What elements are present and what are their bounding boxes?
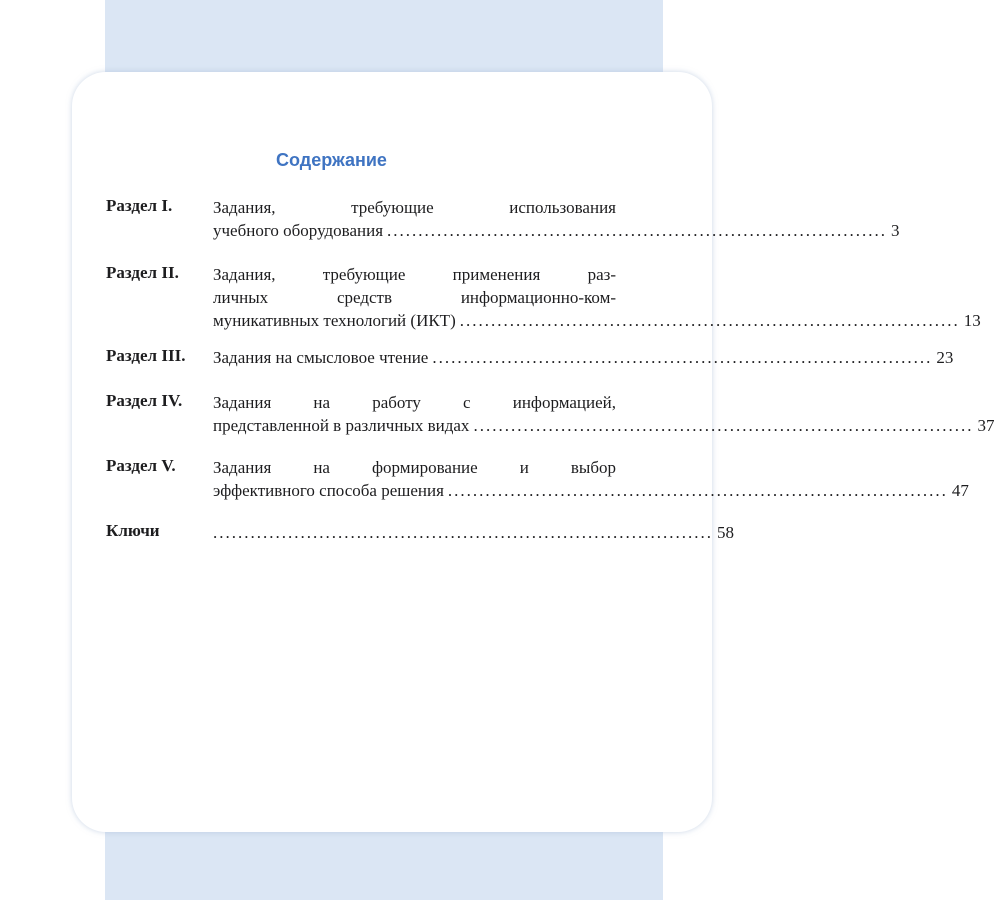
dot-leader: ................................................................................	[473, 416, 974, 435]
word: работу	[372, 393, 421, 412]
section-title-line-last	[213, 414, 994, 437]
section-title-line	[213, 263, 616, 286]
word: требующие	[351, 198, 434, 217]
section-title-line	[213, 391, 616, 414]
section-title	[213, 521, 734, 544]
page-title: Содержание	[276, 150, 387, 170]
section-label: Раздел II.	[106, 263, 179, 282]
page-card	[72, 72, 712, 832]
word: на	[313, 393, 331, 412]
section-title	[213, 346, 954, 369]
word: использования	[509, 198, 616, 217]
page-number: 3	[891, 221, 900, 240]
section-title	[213, 456, 969, 502]
word: выбор	[570, 458, 616, 477]
section-title-text: учебного оборудования	[213, 221, 384, 240]
word: и	[519, 458, 529, 477]
section-label: Раздел III.	[106, 346, 186, 365]
section-title-text: муникативных технологий (ИКТ)	[213, 311, 456, 330]
section-title-line-last	[213, 521, 734, 544]
dot-leader: ................................................................................	[213, 523, 713, 542]
section-title-text: эффективного способа решения	[213, 481, 444, 500]
word: Задания,	[213, 265, 276, 284]
section-title-text: представленной в различных видах	[213, 416, 470, 435]
word: информацией,	[512, 393, 616, 412]
dot-leader: ................................................................................	[447, 481, 948, 500]
section-title	[213, 391, 994, 437]
section-title-text: Задания на смысловое чтение	[213, 348, 429, 367]
word: применения	[452, 265, 541, 284]
page-number: 37	[977, 416, 994, 435]
word: требующие	[322, 265, 406, 284]
word: формирование	[372, 458, 478, 477]
dot-leader: ................................................................................	[432, 348, 933, 367]
section-title	[213, 196, 900, 242]
word: личных	[213, 288, 269, 307]
word: на	[313, 458, 330, 477]
page-number: 58	[717, 523, 734, 542]
section-title-line-last	[213, 346, 954, 369]
section-title-line-last	[213, 309, 981, 332]
section-label: Раздел IV.	[106, 391, 183, 410]
dot-leader: ................................................................................	[459, 311, 960, 330]
page-number: 47	[951, 481, 969, 500]
word: средств	[336, 288, 392, 307]
section-title	[213, 263, 981, 332]
section-label: Ключи	[106, 521, 160, 540]
word: Задания,	[213, 198, 276, 217]
section-title-line-last	[213, 219, 900, 242]
page-number: 23	[936, 348, 954, 367]
word: Задания	[213, 458, 272, 477]
section-title-line	[213, 456, 616, 479]
section-label: Раздел V.	[106, 456, 176, 475]
page-number: 13	[963, 311, 981, 330]
section-label: Раздел I.	[106, 196, 173, 215]
dot-leader: ................................................................................	[387, 221, 888, 240]
word: с	[463, 393, 471, 412]
section-title-line-last	[213, 479, 969, 502]
word: Задания	[213, 393, 272, 412]
word: информационно-ком-	[460, 288, 616, 307]
word: раз-	[587, 265, 616, 284]
section-title-line	[213, 196, 616, 219]
section-title-line	[213, 286, 616, 309]
